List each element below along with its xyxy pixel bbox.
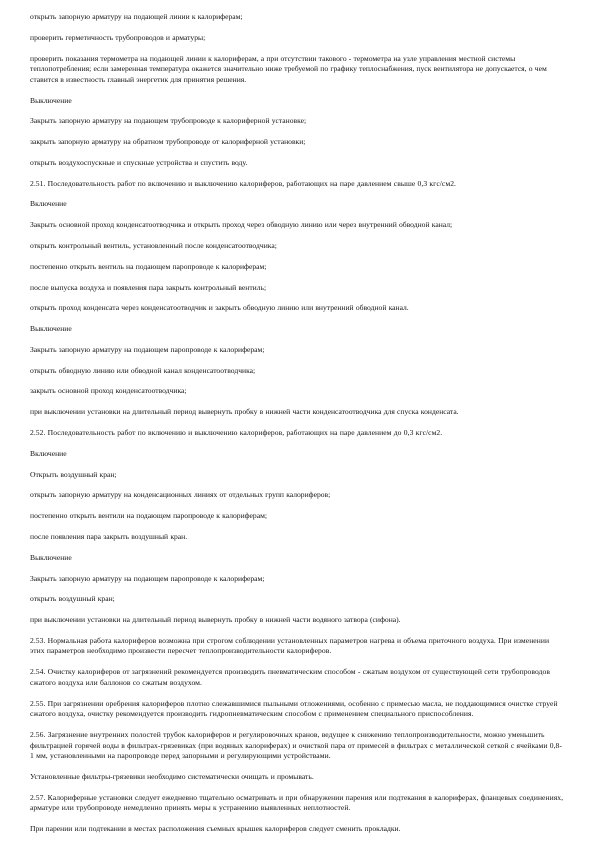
paragraph-34: Установленные фильтры-грязевики необходимо систематически очищать и промывать. xyxy=(30,771,314,781)
paragraph-10: Закрыть основной проход конденсатоотводчика и открыть проход через обводную линию или через внутренний обводной канал; xyxy=(30,220,453,230)
paragraph-11: открыть контрольный вентиль, установленный после конденсатоотводчика; xyxy=(30,241,277,250)
paragraph-18: закрыть основной проход конденсатоотводчика; xyxy=(30,386,187,396)
clause-2-56: 2.56. Загрязнение внутренних полостей трубок калориферов и регулировочных кранов, ведущее к снижению теплопроизводительности, можно уменьшить фильтрацией горячей воды в фильтрах-грязевиках (при водяных калориферах) и очисткой пара от примесей в фильтрах с металлической сеткой с ячейками 0,8-1 мм, установленными на паропроводе перед запорными и регулирующими устройствами. xyxy=(30,729,562,761)
paragraph-16: Закрыть запорную арматуру на подающем паропроводе к калориферам; xyxy=(30,344,265,354)
paragraph-13: после выпуска воздуха и появления пара закрыть контрольный вентиль; xyxy=(30,282,267,292)
clause-2-51: 2.51. Последовательность работ по включению и выключению калориферов, работающих на паре давлением свыше 0,3 кгс/см2. xyxy=(30,178,456,188)
section-heading-startup: Включение xyxy=(30,448,67,458)
paragraph-12: постепенно открыть вентиль на подающем паропроводе к калориферам; xyxy=(30,261,267,271)
paragraph-36: При парении или подтекании в местах расположения съемных крышек калориферов следует сменить прокладки. xyxy=(30,824,401,834)
clause-2-57: 2.57. Калориферные установки следует ежедневно тщательно осматривать и при обнаружении парения или подтекания в калориферах, фланцевых соединениях, арматуре или трубопроводе немедленно принять меры к устранению выявленных неплотностей. xyxy=(30,792,564,813)
clause-2-52: 2.52. Последовательность работ по включению и выключению калориферов, работающих на паре давлением до 0,3 кгс/см2. xyxy=(30,428,443,438)
paragraph-5: Закрыть запорную арматуру на подающем трубопроводе к калориферной установке; xyxy=(30,116,307,126)
paragraph-28: открыть воздушный кран; xyxy=(30,594,115,604)
paragraph-29: при выключении установки на длительный период вывернуть пробку в нижней части водяного затвора (сифона). xyxy=(30,615,401,625)
paragraph-2: проверить герметичность трубопроводов и арматуры; xyxy=(30,32,206,42)
paragraph-1: открыть запорную арматуру на подающей линии к калориферам; xyxy=(30,12,243,21)
paragraph-3: проверить показания термометра на подающей линии к калориферам, а при отсутствии такового - термометра на узле управления местной системы теплопотребления; если замеренная температура окажется значительно ниже требуемой по графику теплоснабжения, пуск вентилятора не допускается, о чем ставится в известность главный энергетик для принятия решения. xyxy=(30,53,547,84)
paragraph-24: постепенно открыть вентили на подающем паропроводе к калориферам; xyxy=(30,511,268,521)
paragraph-14: открыть проход конденсата через конденсатоотводчик и закрыть обводную линию или внутренний обводной канал. xyxy=(30,303,409,313)
document-page xyxy=(30,12,565,845)
paragraph-22: Открыть воздушный кран; xyxy=(30,469,117,479)
section-heading-startup: Включение xyxy=(30,199,67,209)
section-heading-shutdown: Выключение xyxy=(30,95,72,105)
paragraph-27: Закрыть запорную арматуру на подающем паропроводе к калориферам; xyxy=(30,573,265,583)
clause-2-53: 2.53. Нормальная работа калориферов возможна при строгом соблюдении установленных параметров нагрева и объема приточного воздуха. При изменении этих параметров необходимо произвести пересчет теплопроизводительности калориферов. xyxy=(30,635,550,656)
paragraph-19: при выключении установки на длительный период вывернуть пробку в нижней части конденсатоотводчика для спуска конденсата. xyxy=(30,407,459,417)
section-heading-shutdown: Выключение xyxy=(30,324,72,334)
paragraph-25: после появления пара закрыть воздушный кран. xyxy=(30,531,188,541)
clause-2-54: 2.54. Очистку калориферов от загрязнений рекомендуется производить пневматическим способом - сжатым воздухом от существующей сети трубопроводов сжатого воздуха или баллонов со сжатым воздухом. xyxy=(30,667,550,687)
paragraph-7: открыть воздухоспускные и спускные устройства и спустить воду. xyxy=(30,157,248,167)
paragraph-23: открыть запорную арматуру на конденсационных линиях от отдельных групп калориферов; xyxy=(30,490,331,500)
paragraph-6: закрыть запорную арматуру на обратном трубопроводе от калориферной установки; xyxy=(30,137,306,147)
section-heading-shutdown: Выключение xyxy=(30,552,72,562)
paragraph-17: открыть обводную линию или обводной канал конденсатоотводчика; xyxy=(30,365,256,375)
clause-2-55: 2.55. При загрязнении оребрения калориферов плотно слежавшимися пыльными отложениями, особенно с примесью масла, не поддающимися очистке струей сжатого воздуха, очистку рекомендуется производить гидропневматическим способом с применением специального приспособления. xyxy=(30,698,558,719)
